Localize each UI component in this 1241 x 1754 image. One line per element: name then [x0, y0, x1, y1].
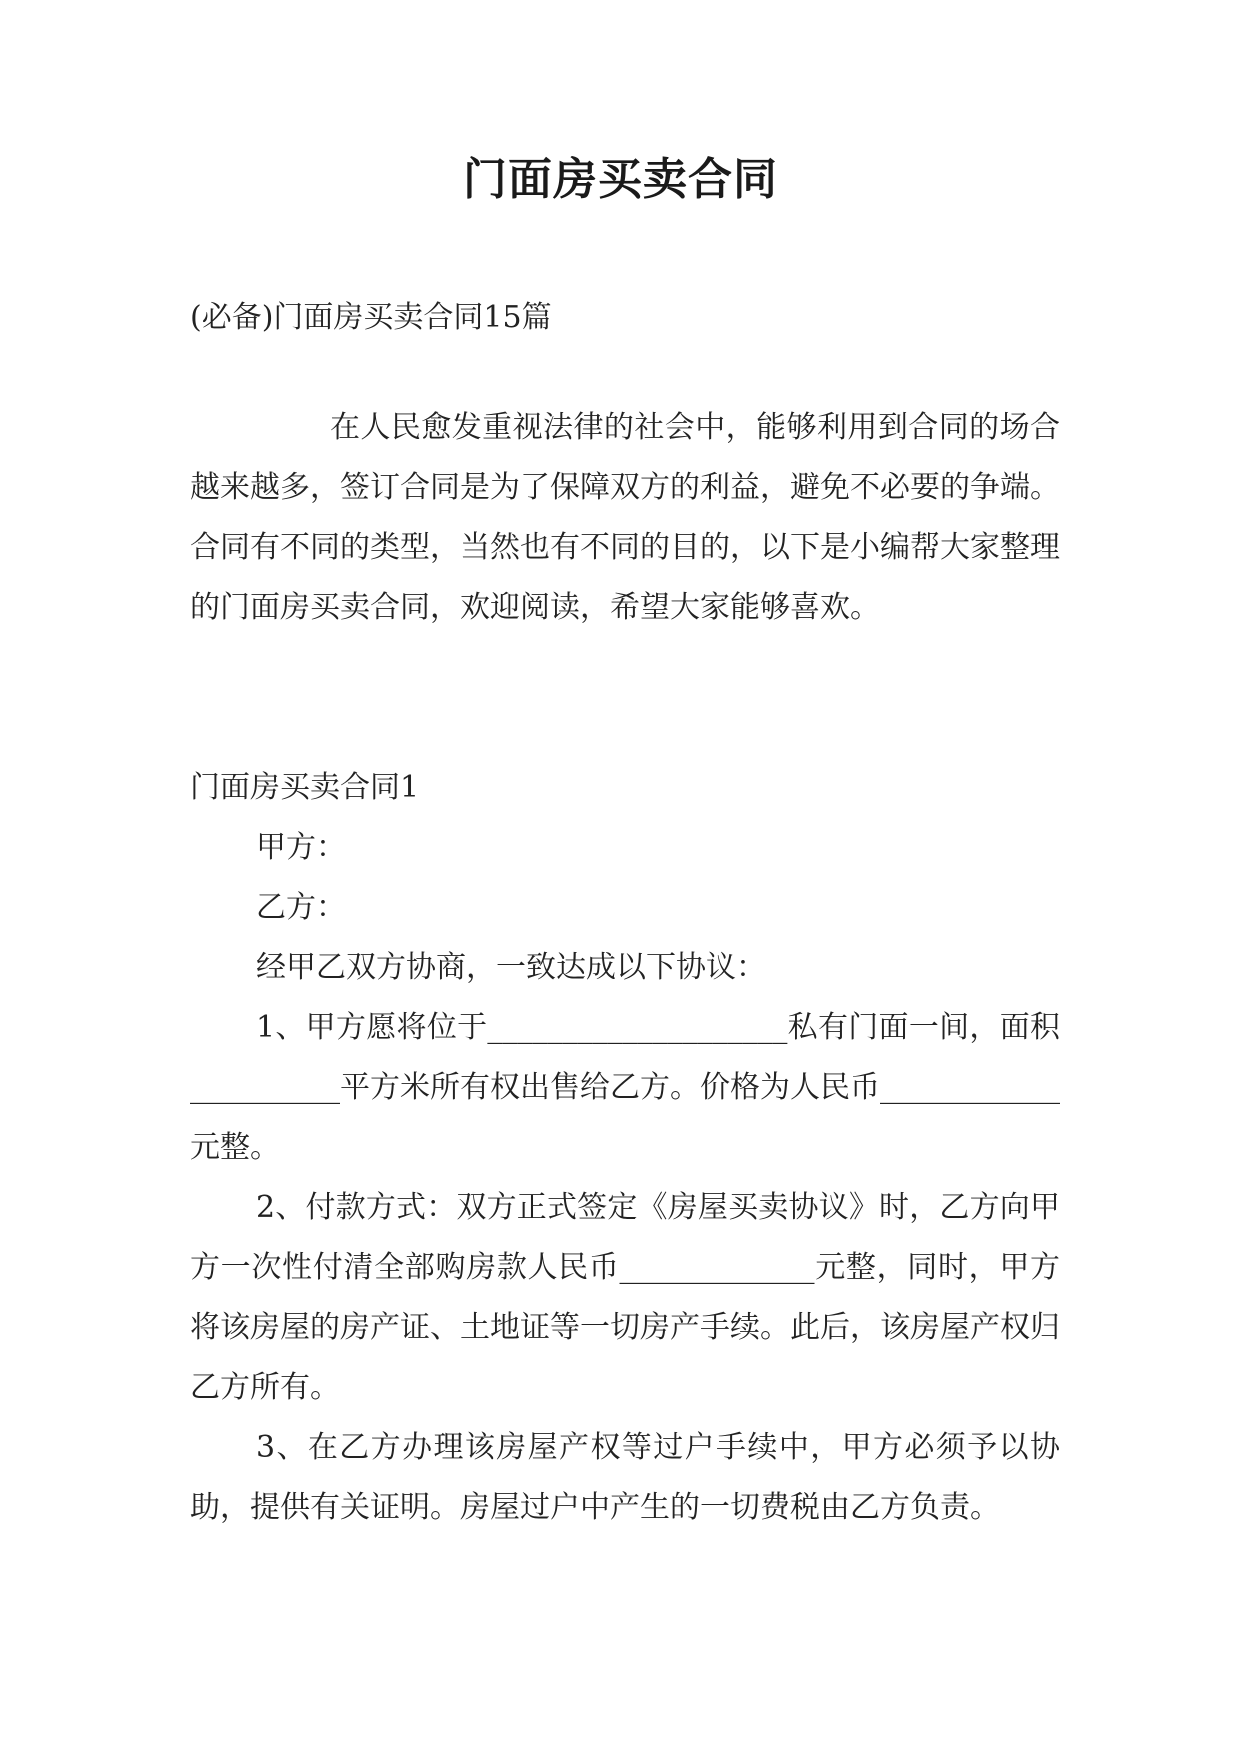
clause-1: 1、甲方愿将位于____________________私有门面一间，面积__________平方米所有权出售给乙方。价格为人民币____________元整。 [190, 1010, 1060, 1165]
clause-3: 3、在乙方办理该房屋产权等过户手续中，甲方必须予以协助，提供有关证明。房屋过户中产生的一切费税由乙方负责。 [190, 1430, 1060, 1525]
agreement-intro: 经甲乙双方协商，一致达成以下协议： [256, 950, 766, 985]
party-a-line: 甲方： [256, 830, 346, 865]
document-title: 门面房买卖合同 [463, 154, 778, 205]
party-b-line: 乙方： [256, 890, 346, 925]
document-subtitle: (必备)门面房买卖合同15篇 [190, 300, 552, 335]
intro-paragraph: 在人民愈发重视法律的社会中，能够利用到合同的场合越来越多，签订合同是为了保障双方的利益，避免不必要的争端。合同有不同的类型，当然也有不同的目的，以下是小编帮大家整理的门面房买卖合同，欢迎阅读，希望大家能够喜欢。 [190, 410, 1060, 625]
section-heading: 门面房买卖合同1 [190, 770, 420, 805]
clause-2: 2、付款方式：双方正式签定《房屋买卖协议》时，乙方向甲方一次性付清全部购房款人民币_____________元整，同时，甲方将该房屋的房产证、土地证等一切房产手续。此后，该房屋产权归乙方所有。 [190, 1190, 1060, 1405]
